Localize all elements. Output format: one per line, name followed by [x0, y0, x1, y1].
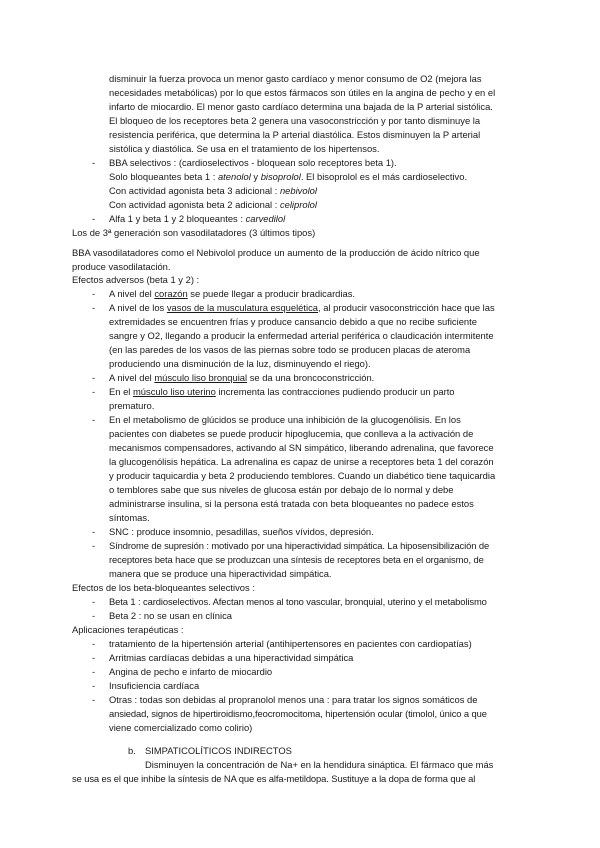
list-item: A nivel del músculo liso bronquial se da una broncoconstricción. [109, 372, 375, 383]
list-item-line: mecanismos compensadores, activando al SN simpático, liberando adrenalina, que favorece [109, 442, 494, 453]
list-item-line: produciendo una disminución de la luz, disminuyendo el riego). [109, 358, 371, 369]
list-item-line: Con actividad agonista beta 2 adicional : celiprolol [109, 199, 317, 210]
paragraph-line: Los de 3ª generación son vasodilatadores (3 últimos tipos) [72, 227, 316, 238]
paragraph-line: se usa es el que inhibe la síntesis de NA que es alfa-metildopa. Sustituye a la dopa de forma que al [72, 773, 476, 784]
list-item-line: Solo bloqueantes beta 1 : atenolol y bisoprolol. El bisoprolol es el más cardioselectivo. [109, 171, 468, 182]
list-dash: - [92, 157, 96, 168]
list-dash: - [92, 694, 96, 705]
list-item-line: Con actividad agonista beta 3 adicional : nebivolol [109, 185, 317, 196]
list-item-line: síntomas. [109, 512, 150, 523]
list-item-line: pacientes con diabetes se puede producir hipoglucemia, que conlleva a la activación de [109, 428, 474, 439]
list-item: Beta 1 : cardioselectivos. Afectan menos al tono vascular, bronquial, uterino y el metabolismo [109, 596, 487, 607]
list-item-line: sangre y O2, llegando a producir la enfermedad arterial periférica o claudicación intermitente [109, 330, 494, 341]
list-item: SNC : produce insomnio, pesadillas, sueños vívidos, depresión. [109, 526, 374, 537]
list-dash: - [92, 302, 96, 313]
list-dash: - [92, 610, 96, 621]
paragraph-line: El bloqueo de los receptores beta 2 genera una vasoconstricción y por tanto disminuye la [109, 115, 481, 126]
paragraph-line: disminuir la fuerza provoca un menor gasto cardíaco y menor consumo de O2 (mejora las [109, 73, 482, 84]
list-item: tratamiento de la hipertensión arterial (antihipertensores en pacientes con cardiopatías) [109, 638, 472, 649]
section-heading: SIMPATICOLÍTICOS INDIRECTOS [145, 745, 292, 756]
list-item-line: receptores beta hace que se produzcan una síntesis de receptores beta en el organismo, de [109, 554, 484, 565]
list-item: Angina de pecho e infarto de miocardio [109, 666, 273, 677]
list-dash: - [92, 386, 96, 397]
paragraph-line: sistólica y diastólica. Se usa en el tratamiento de los hipertensos. [109, 143, 380, 154]
list-item-line: viene comercializado como colirio) [109, 722, 253, 733]
list-item: En el metabolismo de glúcidos se produce una inhibición de la glucogenólisis. En los [109, 414, 461, 425]
paragraph-line: necesidades metabólicas) por lo que estos fármacos son útiles en la angina de pecho y en el [109, 87, 496, 98]
list-item: Insuficiencia cardíaca [109, 680, 200, 691]
list-dash: - [92, 213, 96, 224]
list-dash: - [92, 540, 96, 551]
list-item: Alfa 1 y beta 1 y 2 bloqueantes : carvedilol [109, 213, 286, 224]
list-item-line: o temblores sabe que sus niveles de glucosa están por debajo de lo normal y debe [109, 484, 454, 495]
paragraph-line: infarto de miocardio. El menor gasto cardíaco determina una bajada de la P arterial sistólica. [109, 101, 493, 112]
list-item-line: la glucogenólisis hepática. La adrenalina es capaz de unirse a receptores beta 1 del corazón [109, 456, 494, 467]
paragraph-line: resistencia periférica, que determina la P arterial diastólica. Estos disminuyen la P arterial [109, 129, 481, 140]
paragraph-line: Disminuyen la concentración de Na+ en la hendidura sináptica. El fármaco que más [145, 759, 494, 770]
section-heading: Aplicaciones terapéuticas : [72, 624, 184, 635]
list-item: A nivel de los vasos de la musculatura esquelética, al producir vasoconstricción hace que las [109, 302, 495, 313]
list-item-line: y producir taquicardia y beta 2 produciendo temblores. Cuando un diabético tiene taquicardia [109, 470, 496, 481]
list-dash: - [92, 288, 96, 299]
list-dash: - [92, 680, 96, 691]
list-item: Síndrome de supresión : motivado por una hiperactividad simpática. La hiposensibilización de [109, 540, 490, 551]
list-dash: - [92, 638, 96, 649]
list-dash: - [92, 414, 96, 425]
list-item-line: ansiedad, signos de hipertiroidismo,feocromocitoma, hipertensión ocular (timolol, único a que [109, 708, 487, 719]
list-item: Arritmias cardíacas debidas a una hiperactividad simpática [109, 652, 354, 663]
list-item: BBA selectivos : (cardioselectivos - bloquean solo receptores beta 1). [109, 157, 397, 168]
list-dash: - [92, 526, 96, 537]
list-item-line: manera que se produce una hiperactividad simpática. [109, 568, 332, 579]
section-letter: b. [128, 745, 136, 756]
list-dash: - [92, 596, 96, 607]
paragraph-line: produce vasodilatación. [72, 261, 171, 272]
list-item: Beta 2 : no se usan en clínica [109, 610, 232, 621]
list-item-line: (en las paredes de los vasos de las piernas sobre todo se producen placas de ateroma [109, 344, 471, 355]
list-item: A nivel del corazón se puede llegar a producir bradicardias. [109, 288, 355, 299]
list-dash: - [92, 372, 96, 383]
section-heading: Efectos de los beta-bloqueantes selectivos : [72, 582, 255, 593]
list-dash: - [92, 652, 96, 663]
list-item-line: administrarse insulina, si la persona está tratada con beta bloqueantes no padece estos [109, 498, 474, 509]
list-item-line: prematuro. [109, 400, 155, 411]
section-heading: Efectos adversos (beta 1 y 2) : [72, 274, 200, 285]
list-dash: - [92, 666, 96, 677]
paragraph-line: BBA vasodilatadores como el Nebivolol produce un aumento de la producción de ácido nítrico que [72, 247, 480, 258]
list-item: En el músculo liso uterino incrementa las contracciones pudiendo producir un parto [109, 386, 455, 397]
list-item: Otras : todas son debidas al propranolol menos una : para tratar los signos somáticos de [109, 694, 478, 705]
list-item-line: extremidades se encuentren frías y produce cansancio debido a que no recibe suficiente [109, 316, 477, 327]
